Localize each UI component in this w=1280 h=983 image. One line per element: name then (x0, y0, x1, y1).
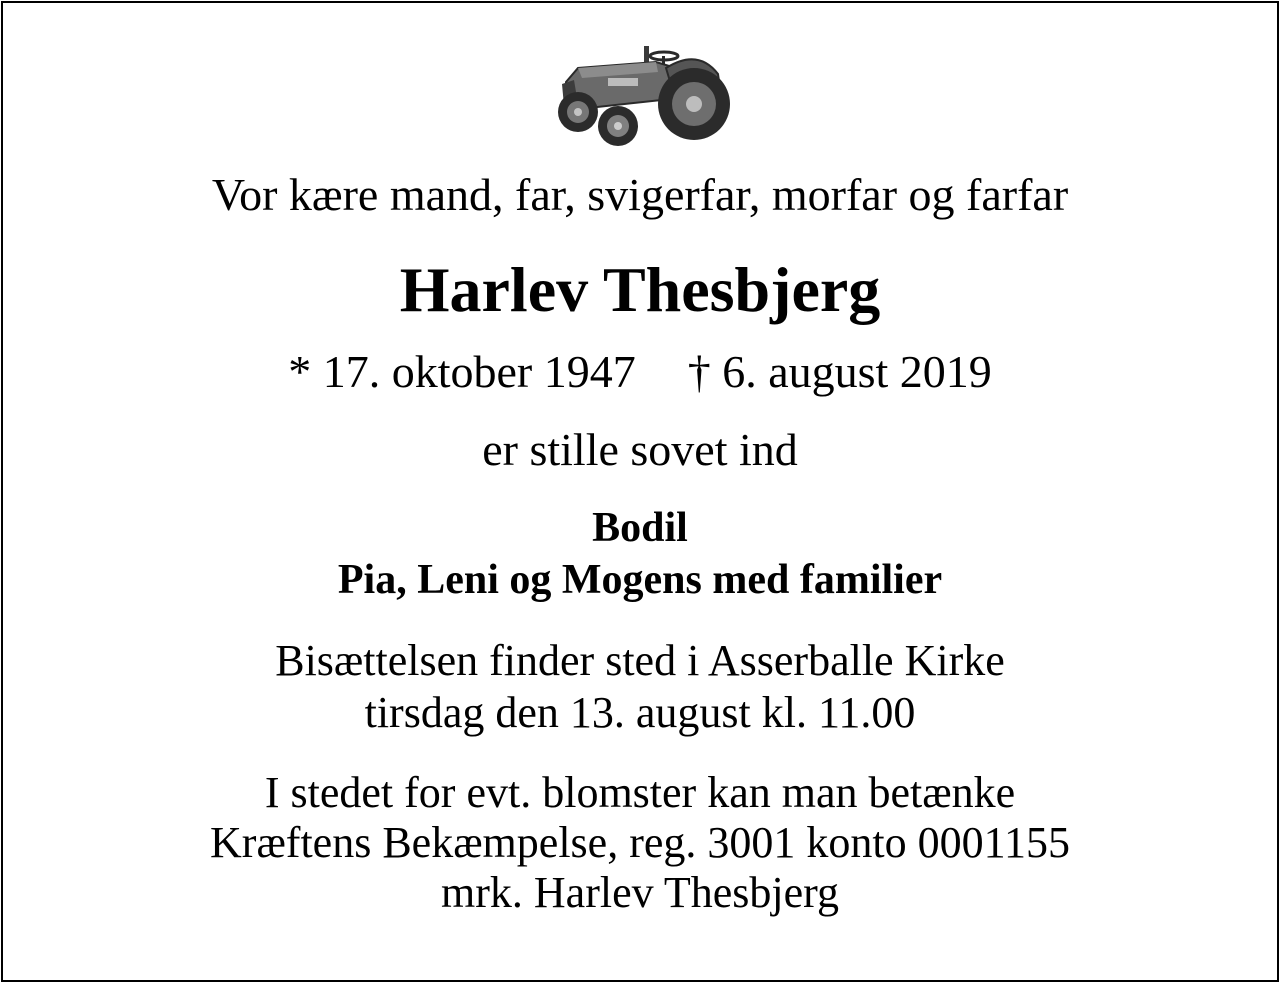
family-children: Pia, Leni og Mogens med familier (337, 557, 943, 603)
passing-text: er stille sovet ind (482, 424, 798, 475)
tractor-icon (548, 38, 732, 150)
death-date: † 6. august 2019 (687, 346, 992, 397)
donation-intro: I stedet for evt. blomster kan man betænke (264, 768, 1016, 817)
funeral-location: Bisættelsen finder sted i Asserballe Kirke (275, 636, 1005, 685)
donation-account: Kræftens Bekæmpelse, reg. 3001 konto 0001155 (210, 818, 1070, 867)
birth-date: * 17. oktober 1947 (288, 346, 636, 397)
funeral-time: tirsdag den 13. august kl. 11.00 (364, 688, 916, 737)
intro-text: Vor kære mand, far, svigerfar, morfar og farfar (211, 169, 1069, 220)
deceased-name: Harlev Thesbjerg (399, 254, 881, 325)
family-spouse: Bodil (592, 505, 688, 551)
donation-reference: mrk. Harlev Thesbjerg (441, 868, 839, 917)
life-dates (0, 342, 1280, 402)
